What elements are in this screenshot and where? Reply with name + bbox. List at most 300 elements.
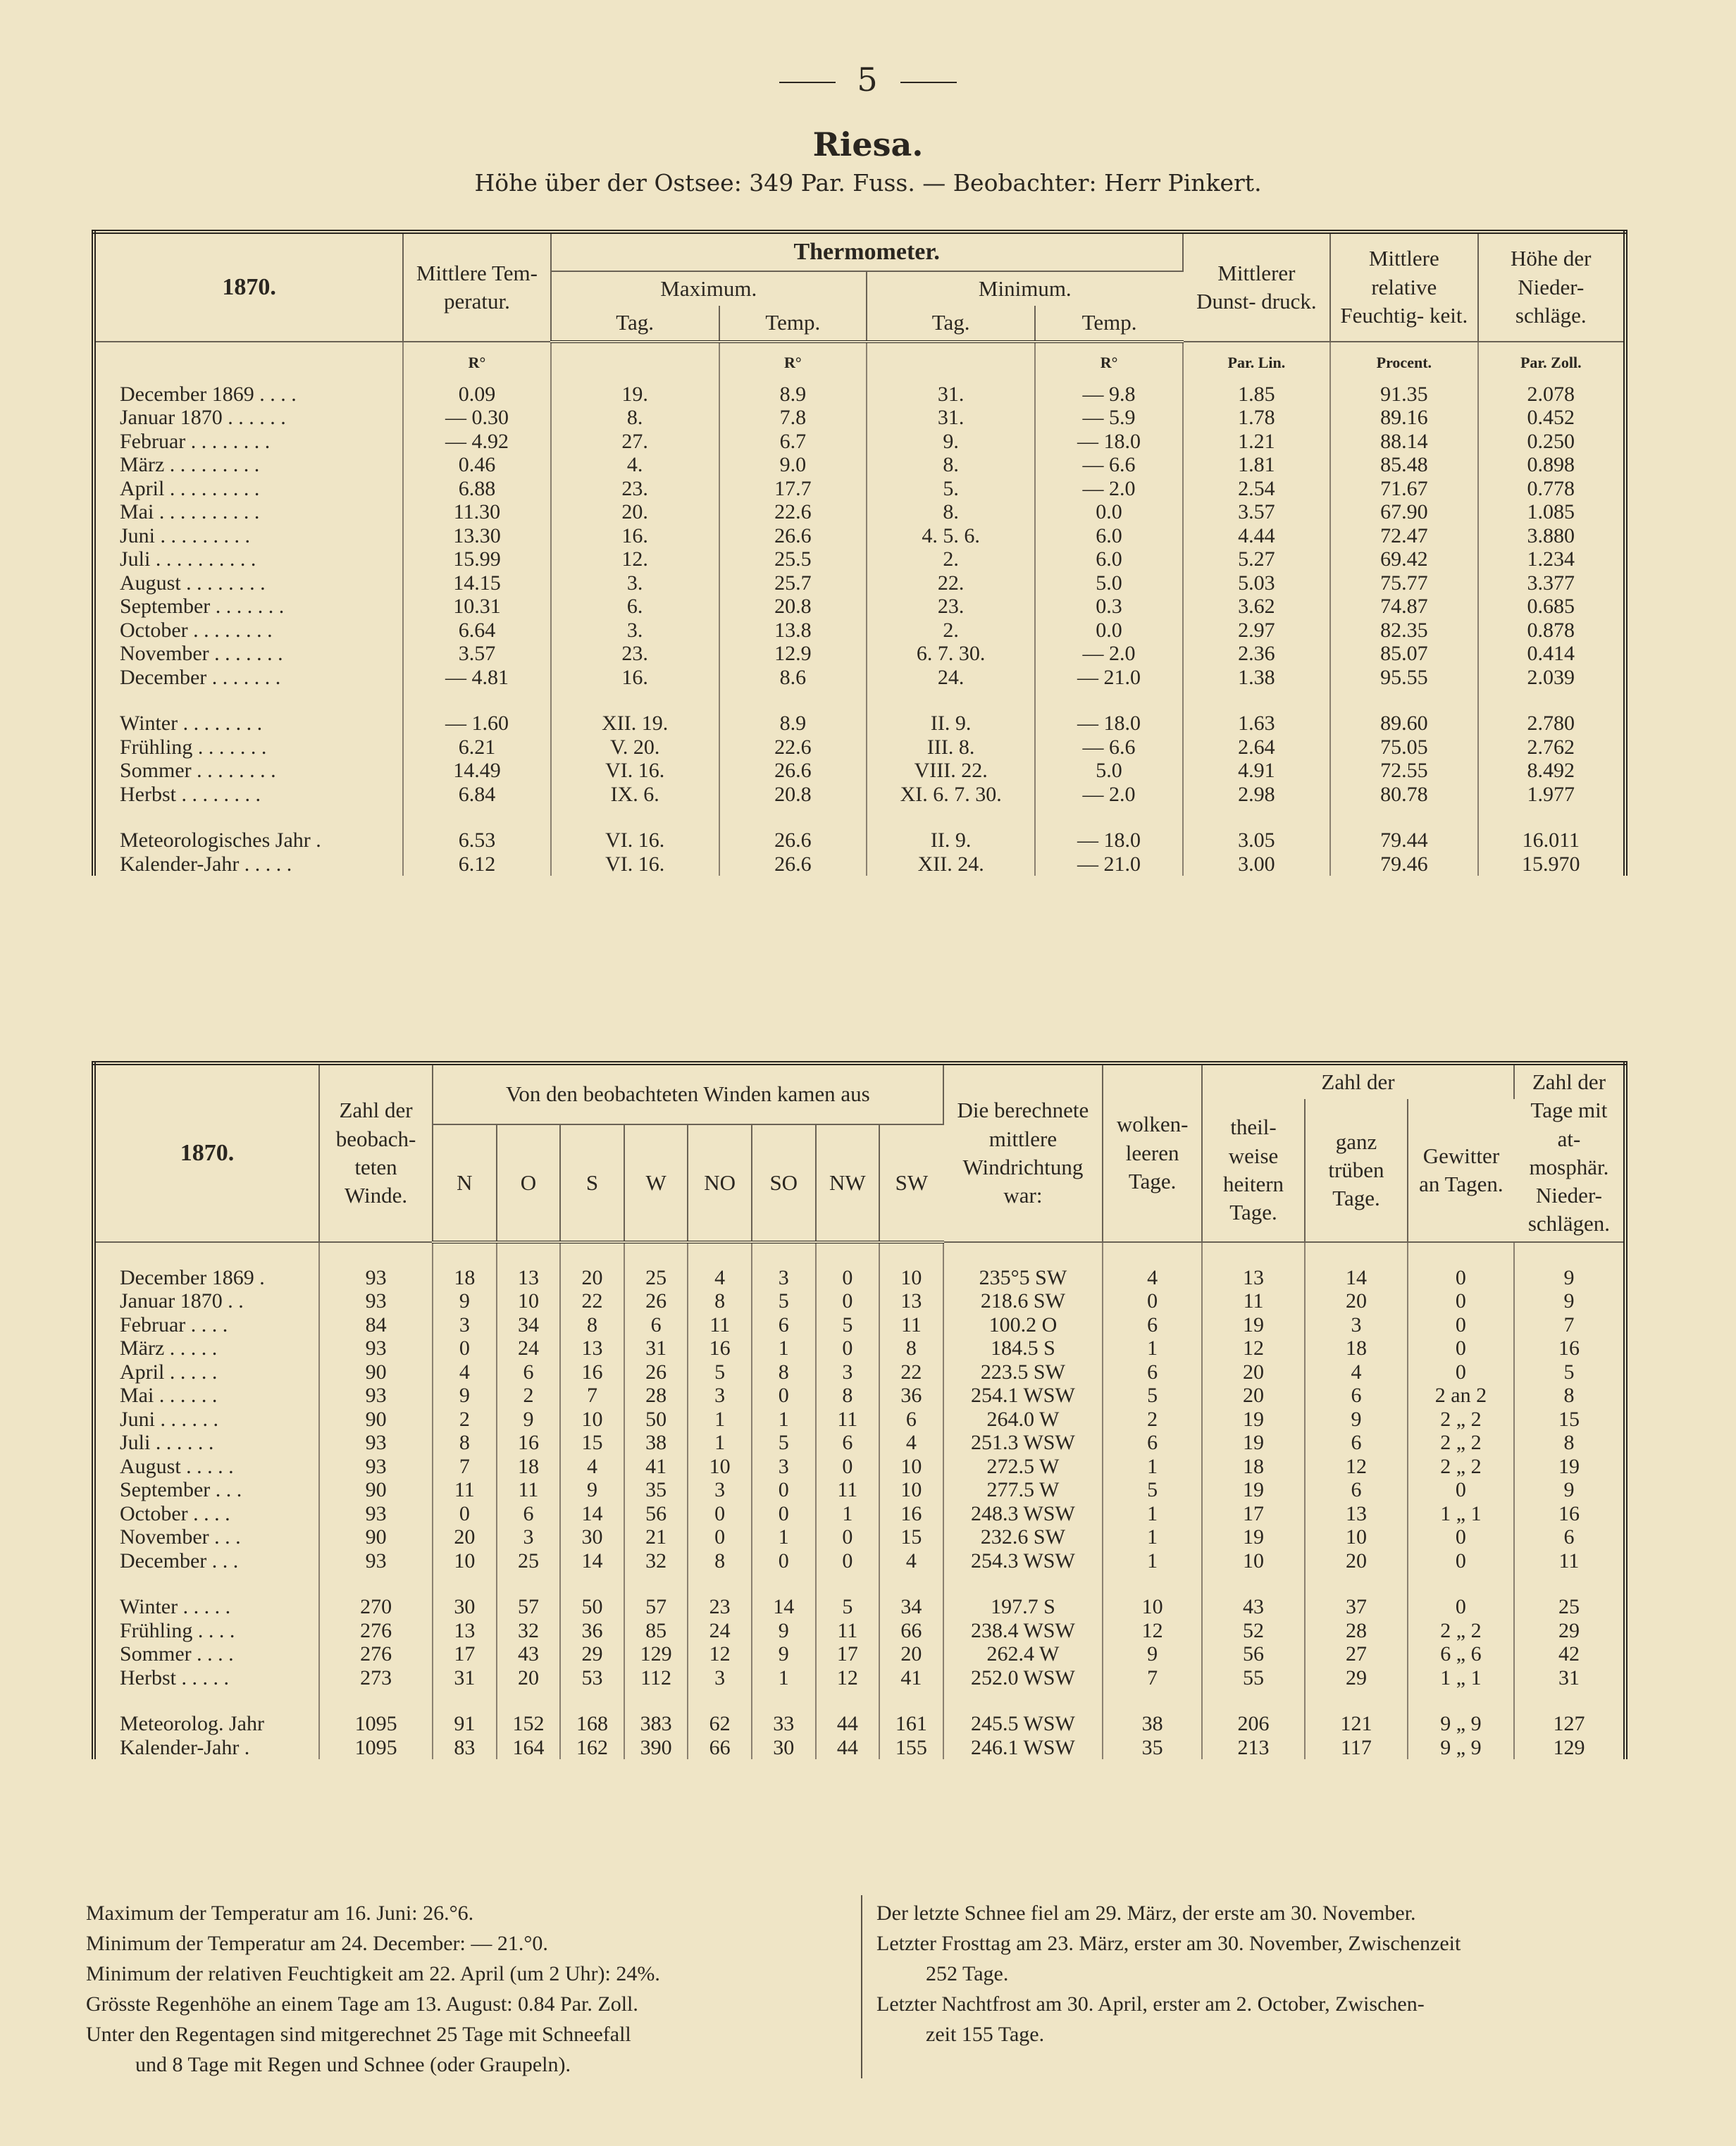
data-cell: 1 xyxy=(752,1666,816,1690)
data-cell: 35 xyxy=(624,1478,688,1502)
data-cell: 93 xyxy=(319,1549,433,1573)
data-cell: 24 xyxy=(688,1619,752,1643)
month-row xyxy=(94,1266,1625,1290)
data-cell: 18 xyxy=(1305,1336,1408,1360)
header-overcast: ganz trüben Tage. xyxy=(1305,1099,1408,1241)
data-cell: 6.53 xyxy=(403,829,550,852)
row-label: Herbst . . . . . . . . xyxy=(94,783,403,807)
data-cell: 1.78 xyxy=(1183,406,1330,430)
data-cell: 11 xyxy=(816,1478,880,1502)
data-cell: 31 xyxy=(1558,1666,1580,1689)
data-cell: 3 xyxy=(752,1455,816,1479)
season-row xyxy=(94,712,1625,736)
row-label: März . . . . . . . . . xyxy=(94,453,403,477)
data-cell: 12 xyxy=(1305,1455,1408,1479)
data-cell: 33 xyxy=(752,1712,816,1736)
season-row xyxy=(94,1595,1625,1619)
data-cell: 66 xyxy=(688,1736,752,1760)
data-cell: 2 „ 2 xyxy=(1408,1619,1514,1643)
data-cell: 5.0 xyxy=(1035,759,1182,783)
data-cell: 0 xyxy=(1408,1336,1514,1360)
data-cell: 16 xyxy=(497,1431,561,1455)
season-row xyxy=(94,1666,1625,1690)
data-cell: 2 „ 2 xyxy=(1408,1431,1514,1455)
data-cell: 9 xyxy=(752,1619,816,1643)
spacer-cell xyxy=(433,1689,497,1712)
data-cell: 21 xyxy=(624,1525,688,1549)
row-label: Kalender-Jahr . xyxy=(94,1736,319,1760)
dash-right xyxy=(900,82,957,83)
data-cell: 19 xyxy=(1558,1454,1580,1478)
data-cell: 5 xyxy=(816,1595,880,1619)
data-cell: 0 xyxy=(1103,1289,1202,1313)
data-cell: 13 xyxy=(1202,1266,1305,1290)
data-cell: 276 xyxy=(319,1642,433,1666)
data-cell: 6.0 xyxy=(1035,547,1182,571)
data-cell: 19 xyxy=(1202,1408,1305,1432)
spacer-cell xyxy=(1305,1573,1408,1595)
data-cell: 12 xyxy=(688,1642,752,1666)
spacer-cell xyxy=(433,1573,497,1595)
data-cell: 1.085 xyxy=(1527,500,1575,524)
data-cell: 93 xyxy=(319,1289,433,1313)
data-cell: 390 xyxy=(624,1736,688,1760)
data-cell: 72.47 xyxy=(1330,524,1477,548)
data-cell: XI. 6. 7. 30. xyxy=(867,783,1035,807)
data-cell: 8 xyxy=(1563,1384,1575,1408)
note-rain-days-cont: und 8 Tage mit Regen und Schnee (oder Graupeln). xyxy=(135,2053,571,2076)
header-humidity: Mittlere relative Feuchtig- keit. xyxy=(1330,232,1477,342)
spacer-cell xyxy=(560,1573,624,1595)
note-max-temp: Maximum der Temperatur am 16. Juni: 26.°6. xyxy=(86,1902,474,1925)
data-cell: 6 xyxy=(1103,1431,1202,1455)
data-cell: 262.4 W xyxy=(943,1642,1103,1666)
data-cell: 12 xyxy=(1103,1619,1202,1643)
data-cell: 15.99 xyxy=(403,547,550,571)
row-label: Kalender-Jahr . . . . . xyxy=(94,852,403,876)
data-cell: 3. xyxy=(551,619,719,643)
spacer-cell xyxy=(752,1242,816,1266)
spacer-cell xyxy=(688,1573,752,1595)
row-label: März . . . . . xyxy=(94,1336,319,1360)
data-cell: 8.9 xyxy=(719,712,867,736)
data-cell: 13 xyxy=(1305,1502,1408,1526)
data-cell: 38 xyxy=(624,1431,688,1455)
data-cell: 0.46 xyxy=(403,453,550,477)
data-cell: 2.078 xyxy=(1527,382,1575,406)
data-cell: 3 xyxy=(1305,1313,1408,1337)
data-cell: 25 xyxy=(624,1266,688,1290)
row-label: Mai . . . . . . . . . . xyxy=(94,500,403,524)
data-cell: 0 xyxy=(1408,1595,1514,1619)
table2-year: 1870. xyxy=(94,1063,319,1242)
spacer-cell xyxy=(1305,1242,1408,1266)
data-cell: 27. xyxy=(551,430,719,454)
data-cell: 6.64 xyxy=(403,619,550,643)
data-cell: 16.011 xyxy=(1522,829,1580,852)
month-row xyxy=(94,1384,1625,1408)
unit-label: Par. Zoll. xyxy=(1520,353,1582,371)
data-cell: 10 xyxy=(879,1455,943,1479)
data-cell: 9 xyxy=(1103,1642,1202,1666)
notes-right xyxy=(876,1898,1651,2049)
data-cell: 95.55 xyxy=(1330,666,1477,690)
season-row xyxy=(94,1642,1625,1666)
data-cell: 91.35 xyxy=(1330,383,1477,407)
data-cell: 252.0 WSW xyxy=(943,1666,1103,1690)
data-cell: 30 xyxy=(560,1525,624,1549)
data-cell: 69.42 xyxy=(1330,547,1477,571)
data-cell: 42 xyxy=(1558,1642,1580,1666)
data-cell: 6 xyxy=(1103,1313,1202,1337)
data-cell: 6 xyxy=(624,1313,688,1337)
data-cell: 1.234 xyxy=(1527,547,1575,571)
data-cell: — 18.0 xyxy=(1035,430,1182,454)
month-row xyxy=(94,619,1625,643)
note-snow: Der letzte Schnee fiel am 29. März, der erste am 30. November. xyxy=(876,1902,1416,1925)
data-cell: 168 xyxy=(560,1712,624,1736)
row-label: October . . . . . . . . xyxy=(94,619,403,643)
header-dir-no: NO xyxy=(688,1124,752,1242)
data-cell: 232.6 SW xyxy=(943,1525,1103,1549)
data-cell: 25.7 xyxy=(719,571,867,595)
data-cell: — 5.9 xyxy=(1035,406,1182,430)
spacer-cell xyxy=(624,1573,688,1595)
data-cell: 213 xyxy=(1202,1736,1305,1760)
row-label: Sommer . . . . xyxy=(94,1642,319,1666)
data-cell: 7 xyxy=(1103,1666,1202,1690)
spacer-cell xyxy=(94,806,403,829)
row-label: Juni . . . . . . xyxy=(94,1408,319,1432)
data-cell: 251.3 WSW xyxy=(943,1431,1103,1455)
data-cell: 74.87 xyxy=(1330,595,1477,619)
data-cell: 56 xyxy=(1202,1642,1305,1666)
data-cell: 13.30 xyxy=(403,524,550,548)
data-cell: 11 xyxy=(1558,1549,1580,1573)
data-cell: 5 xyxy=(1563,1360,1575,1384)
year-row xyxy=(94,829,1625,852)
spacer-row xyxy=(94,1242,1625,1266)
spacer-cell xyxy=(943,1242,1103,1266)
month-row xyxy=(94,1360,1625,1384)
data-cell: 0 xyxy=(1408,1525,1514,1549)
row-label: Februar . . . . xyxy=(94,1313,319,1337)
season-row xyxy=(94,736,1625,759)
spacer-cell xyxy=(1305,1689,1408,1712)
spacer-cell xyxy=(816,1242,880,1266)
row-label: Juli . . . . . . . . . . xyxy=(94,547,403,571)
data-cell: 35 xyxy=(1103,1736,1202,1760)
header-clear-days: wolken- leeren Tage. xyxy=(1103,1063,1202,1242)
data-cell: 90 xyxy=(319,1525,433,1549)
data-cell: 19 xyxy=(1202,1313,1305,1337)
row-label: April . . . . . . . . . xyxy=(94,477,403,501)
data-cell: 7 xyxy=(1563,1313,1575,1336)
spacer-cell xyxy=(319,1242,433,1266)
data-cell: 14.49 xyxy=(403,759,550,783)
data-cell: 26.6 xyxy=(719,852,867,876)
units-blank xyxy=(94,342,403,383)
data-cell: 12.9 xyxy=(719,642,867,666)
data-cell: 67.90 xyxy=(1330,500,1477,524)
header-vapour-pressure: Mittlerer Dunst- druck. xyxy=(1183,232,1330,342)
data-cell: 3.57 xyxy=(1183,500,1330,524)
data-cell: 161 xyxy=(879,1712,943,1736)
data-cell: 8 xyxy=(433,1431,497,1455)
data-cell: 27 xyxy=(1305,1642,1408,1666)
spacer-cell xyxy=(1035,806,1182,829)
row-label: August . . . . . xyxy=(94,1455,319,1479)
note-min-temp: Minimum der Temperatur am 24. December: — 21.°0. xyxy=(86,1932,548,1955)
page-number xyxy=(0,61,1736,99)
month-row xyxy=(94,453,1625,477)
month-row xyxy=(94,1478,1625,1502)
data-cell: 20 xyxy=(560,1266,624,1290)
data-cell: 6.88 xyxy=(403,477,550,501)
data-cell: 32 xyxy=(497,1619,561,1643)
data-cell: 2 xyxy=(1103,1408,1202,1432)
row-label: Frühling . . . . xyxy=(94,1619,319,1643)
row-label: Winter . . . . . . . . xyxy=(94,712,403,736)
data-cell: 38 xyxy=(1103,1712,1202,1736)
spacer-cell xyxy=(624,1242,688,1266)
notes-divider xyxy=(861,1895,862,2078)
data-cell: 11.30 xyxy=(403,500,550,524)
data-cell: 0 xyxy=(688,1525,752,1549)
data-cell: 9 xyxy=(1305,1408,1408,1432)
data-cell: 6 xyxy=(879,1408,943,1432)
data-cell: 31 xyxy=(624,1336,688,1360)
spacer-cell xyxy=(879,1242,943,1266)
data-cell: 2 an 2 xyxy=(1408,1384,1514,1408)
data-cell: 0 xyxy=(816,1525,880,1549)
data-cell: 6.7 xyxy=(719,430,867,454)
data-cell: 2 xyxy=(497,1384,561,1408)
data-cell: 0.685 xyxy=(1527,595,1575,619)
data-cell: 3.05 xyxy=(1183,829,1330,852)
data-cell: 25 xyxy=(1558,1595,1580,1619)
data-cell: 20 xyxy=(433,1525,497,1549)
spacer-cell xyxy=(1408,1689,1514,1712)
data-cell: 9 xyxy=(1563,1478,1575,1502)
data-cell: 206 xyxy=(1202,1712,1305,1736)
spacer-cell xyxy=(1330,806,1477,829)
data-cell: 0 xyxy=(1408,1478,1514,1502)
data-cell: 72.55 xyxy=(1330,759,1477,783)
data-cell: 1 xyxy=(1103,1549,1202,1573)
data-cell: 93 xyxy=(319,1384,433,1408)
data-cell: 4 xyxy=(879,1431,943,1455)
data-cell: 82.35 xyxy=(1330,619,1477,643)
data-cell: 23. xyxy=(867,595,1035,619)
data-cell: 1 xyxy=(752,1408,816,1432)
unit-label: Procent. xyxy=(1330,342,1477,383)
data-cell: 31 xyxy=(433,1666,497,1690)
data-cell: 0 xyxy=(1408,1289,1514,1313)
data-cell: 19. xyxy=(551,383,719,407)
wind-table xyxy=(92,1061,1628,1759)
spacer-cell xyxy=(867,806,1035,829)
spacer-row xyxy=(94,1573,1625,1595)
spacer-cell xyxy=(688,1689,752,1712)
data-cell: 28 xyxy=(624,1384,688,1408)
data-cell: 1095 xyxy=(319,1736,433,1760)
data-cell: 10.31 xyxy=(403,595,550,619)
month-row xyxy=(94,666,1625,690)
data-cell: 41 xyxy=(624,1455,688,1479)
data-cell: 0 xyxy=(1408,1313,1514,1337)
data-cell: 31. xyxy=(867,406,1035,430)
spacer-row xyxy=(94,689,1625,712)
data-cell: 155 xyxy=(879,1736,943,1760)
page-subtitle: Höhe über der Ostsee: 349 Par. Fuss. — Beobachter: Herr Pinkert. xyxy=(474,169,1262,197)
data-cell: 11 xyxy=(816,1408,880,1432)
data-cell: 11 xyxy=(816,1619,880,1643)
data-cell: 26.6 xyxy=(719,524,867,548)
data-cell: 32 xyxy=(624,1549,688,1573)
data-cell: 12. xyxy=(551,547,719,571)
month-row xyxy=(94,524,1625,548)
data-cell: 0 xyxy=(816,1289,880,1313)
data-cell: 16 xyxy=(1558,1336,1580,1360)
data-cell: 4. xyxy=(551,453,719,477)
data-cell: 8 xyxy=(752,1360,816,1384)
data-cell: 26.6 xyxy=(719,829,867,852)
data-cell: 71.67 xyxy=(1330,477,1477,501)
data-cell: 0 xyxy=(816,1336,880,1360)
data-cell: 121 xyxy=(1305,1712,1408,1736)
data-cell: 22 xyxy=(879,1360,943,1384)
data-cell: 129 xyxy=(1553,1735,1585,1759)
data-cell: 53 xyxy=(560,1666,624,1690)
data-cell: 276 xyxy=(319,1619,433,1643)
data-cell: 9 xyxy=(1563,1289,1575,1313)
data-cell: 238.4 WSW xyxy=(943,1619,1103,1643)
data-cell: — 0.30 xyxy=(403,406,550,430)
data-cell: 13 xyxy=(433,1619,497,1643)
data-cell: 9 xyxy=(752,1642,816,1666)
data-cell: 15 xyxy=(879,1525,943,1549)
data-cell: 75.05 xyxy=(1330,736,1477,759)
data-cell: 12 xyxy=(1202,1336,1305,1360)
data-cell: 9 „ 9 xyxy=(1408,1712,1514,1736)
spacer-cell xyxy=(816,1573,880,1595)
note-night-frost-cont: zeit 155 Tage. xyxy=(926,2023,1045,2046)
data-cell: 29 xyxy=(560,1642,624,1666)
data-cell: 2 „ 2 xyxy=(1408,1408,1514,1432)
data-cell: 3 xyxy=(688,1478,752,1502)
data-cell: 55 xyxy=(1202,1666,1305,1690)
data-cell: 14.15 xyxy=(403,571,550,595)
data-cell: 2.98 xyxy=(1183,783,1330,807)
header-thunderstorm: Gewitter an Tagen. xyxy=(1408,1099,1514,1241)
data-cell: 2.54 xyxy=(1183,477,1330,501)
data-cell: 8 xyxy=(688,1549,752,1573)
year-row xyxy=(94,852,1625,876)
header-dir-nw: NW xyxy=(816,1124,880,1242)
row-label: August . . . . . . . . xyxy=(94,571,403,595)
data-cell: 2 „ 2 xyxy=(1408,1455,1514,1479)
row-label: November . . . xyxy=(94,1525,319,1549)
data-cell: 14 xyxy=(752,1595,816,1619)
spacer-cell xyxy=(1514,1242,1625,1266)
data-cell: 44 xyxy=(816,1712,880,1736)
data-cell: 56 xyxy=(624,1502,688,1526)
month-row xyxy=(94,595,1625,619)
spacer-row xyxy=(94,806,1625,829)
data-cell: 6.0 xyxy=(1035,524,1182,548)
data-cell: 16. xyxy=(551,524,719,548)
data-cell: 245.5 WSW xyxy=(943,1712,1103,1736)
data-cell: 1 xyxy=(1103,1336,1202,1360)
spacer-cell xyxy=(94,1689,319,1712)
data-cell: 26 xyxy=(624,1289,688,1313)
data-cell: 246.1 WSW xyxy=(943,1736,1103,1760)
row-label: December 1869 . . . . xyxy=(94,383,403,407)
data-cell: 43 xyxy=(497,1642,561,1666)
data-cell: 272.5 W xyxy=(943,1455,1103,1479)
data-cell: 14 xyxy=(560,1549,624,1573)
spacer-row xyxy=(94,1689,1625,1712)
dash-left xyxy=(779,82,836,83)
spacer-cell xyxy=(867,689,1035,712)
data-cell: 15 xyxy=(560,1431,624,1455)
data-cell: 2.97 xyxy=(1183,619,1330,643)
data-cell: 2.36 xyxy=(1183,642,1330,666)
data-cell: 13 xyxy=(879,1289,943,1313)
data-cell: 37 xyxy=(1305,1595,1408,1619)
data-cell: 2 xyxy=(433,1408,497,1432)
row-label: Januar 1870 . . . . . . xyxy=(94,406,403,430)
spacer-cell xyxy=(94,1573,319,1595)
data-cell: — 2.0 xyxy=(1035,642,1182,666)
year-row xyxy=(94,1712,1625,1736)
header-mean-temp: Mittlere Tem- peratur. xyxy=(403,232,550,342)
data-cell: — 18.0 xyxy=(1035,712,1182,736)
spacer-cell xyxy=(1514,1573,1625,1595)
data-cell: 3 xyxy=(688,1666,752,1690)
spacer-cell xyxy=(403,806,550,829)
header-zahl-der: Zahl der xyxy=(1202,1063,1514,1099)
data-cell: 1 xyxy=(1103,1525,1202,1549)
month-row xyxy=(94,547,1625,571)
data-cell: 1 xyxy=(688,1431,752,1455)
data-cell: 4 xyxy=(1305,1360,1408,1384)
data-cell: XII. 24. xyxy=(867,852,1035,876)
data-cell: 0 xyxy=(752,1502,816,1526)
data-cell: — 2.0 xyxy=(1035,477,1182,501)
data-cell: 6. 7. 30. xyxy=(867,642,1035,666)
spacer-cell xyxy=(752,1689,816,1712)
data-cell: 1 xyxy=(1103,1455,1202,1479)
page-title: Riesa. xyxy=(812,125,924,163)
data-cell: 0.0 xyxy=(1035,619,1182,643)
data-cell: 4 xyxy=(688,1266,752,1290)
header-dir-o: O xyxy=(497,1124,561,1242)
month-row xyxy=(94,1502,1625,1526)
data-cell: 0 xyxy=(1408,1549,1514,1573)
data-cell: — 6.6 xyxy=(1035,736,1182,759)
data-cell: II. 9. xyxy=(867,829,1035,852)
data-cell: 1 xyxy=(688,1408,752,1432)
data-cell: 13 xyxy=(560,1336,624,1360)
header-min-day: Tag. xyxy=(867,306,1035,341)
data-cell: 41 xyxy=(879,1666,943,1690)
header-max-day: Tag. xyxy=(551,306,719,341)
month-row xyxy=(94,1455,1625,1479)
spacer-cell xyxy=(1202,1242,1305,1266)
data-cell: 100.2 O xyxy=(943,1313,1103,1337)
